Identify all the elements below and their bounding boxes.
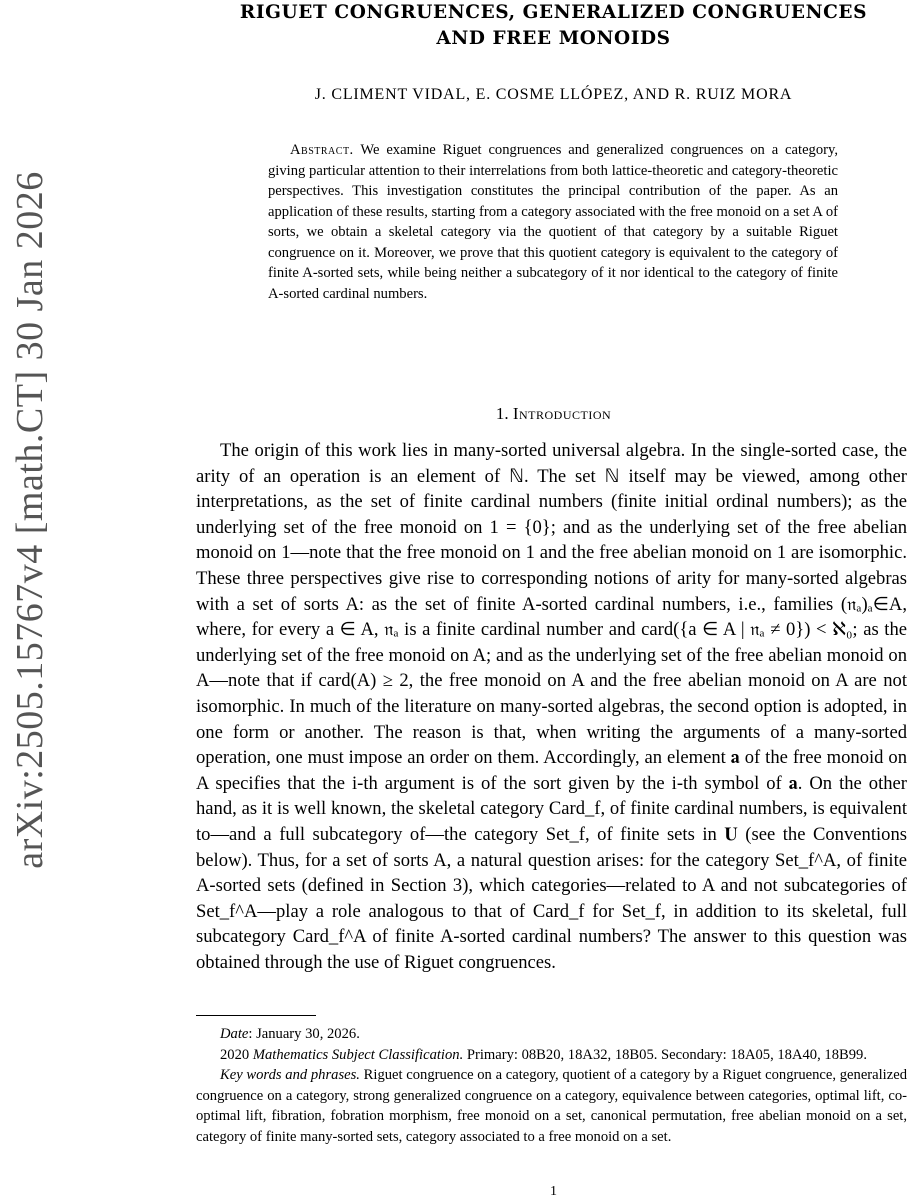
msc-prefix: 2020 <box>220 1046 253 1063</box>
abstract-label: Abstract. <box>290 142 354 158</box>
paper-title <box>200 0 907 52</box>
keywords-label: Key words and phrases. <box>220 1067 360 1083</box>
arxiv-identifier-stamp <box>0 0 60 1040</box>
footnote-rule <box>196 1015 316 1016</box>
footnote-msc <box>196 1045 907 1066</box>
section-name: Introduction <box>512 404 612 423</box>
footnote-date <box>196 1024 907 1045</box>
title-line-2: AND FREE MONOIDS <box>436 28 671 49</box>
introduction-paragraph: The origin of this work lies in many-sorted universal algebra. In the single-sorted case, the arity of an operation is an element of ℕ. The set ℕ itself may be viewed, among other interpretations, as the set of finite cardinal numbers (finite initial ordinal numbers); as the underlying set of the free monoid on 1 = {0}; and as the underlying set of the free abelian monoid on 1—note that the free monoid on 1 and the free abelian monoid on 1 are isomorphic. These three perspectives give rise to corresponding notions of arity for many-sorted algebras with a set of sorts A: as the set of finite A-sorted cardinal numbers, i.e., families (𝔫ₐ)ₐ∈A, where, for every a ∈ A, 𝔫ₐ is a finite cardinal number and card({a ∈ A | 𝔫ₐ ≠ 0}) < ℵ₀; as the underlying set of the free monoid on A; and as the underlying set of the free abelian monoid on A—note that if card(A) ≥ 2, the free monoid on A and the free abelian monoid on A are not isomorphic. In much of the literature on many-sorted algebras, the second option is adopted, in one form or another. The reason is that, when writing the arguments of a many-sorted operation, one must impose an order on them. Accordingly, an element 𝐚 of the free monoid on A specifies that the i-th argument is of the sort given by the i-th symbol of 𝐚. On the other hand, as it is well known, the skeletal category Card_f, of finite cardinal numbers, is equivalent to—and a full subcategory of—the category Set_f, of finite sets in 𝐔 (see the Conventions below). Thus, for a set of sorts A, a natural question arises: for the category Set_f^A, of finite A-sorted sets (defined in Section 3), which categories—related to A and not subcategories of Set_f^A—play a role analogous to that of Card_f for Set_f, in addition to its skeletal, full subcategory Card_f^A of finite A-sorted cardinal numbers? The answer to this question was obtained through the use of Riguet congruences. <box>196 440 907 973</box>
keywords-value: Riguet congruence on a category, quotient of a category by a Riguet congruence, generalized congruence on a category, strong generalized congruence on a category, equivalence between categories, optimal lift, co-optimal lift, fibration, fobration morphism, free monoid on a set, canonical permutation, free abelian monoid on a set, category of finite many-sorted sets, category associated to a free monoid on a set. <box>196 1067 907 1145</box>
date-value: : January 30, 2026. <box>248 1026 360 1042</box>
msc-value: Primary: 08B20, 18A32, 18B05. Secondary: 18A05, 18A40, 18B99. <box>463 1046 867 1063</box>
title-line-1: RIGUET CONGRUENCES, GENERALIZED CONGRUENCES <box>239 2 868 23</box>
abstract-text: We examine Riguet congruences and generalized congruences on a category, giving particular attention to their interrelations from both lattice-theoretic and category-theoretic perspectives. This investigation constitutes the principal contribution of the paper. As an application of these results, starting from a category associated with the free monoid on a set A of sorts, we obtain a skeletal category via the quotient of that category by a suitable Riguet congruence on it. Moreover, we prove that this quotient category is equivalent to the category of finite A-sorted sets, while being neither a subcategory of it nor identical to the category of finite A-sorted cardinal numbers. <box>268 142 838 302</box>
date-label: Date <box>220 1026 249 1042</box>
footnote-keywords <box>196 1065 907 1147</box>
author-list: J. CLIMENT VIDAL, E. COSME LLÓPEZ, AND R. RUIZ MORA <box>314 86 793 103</box>
abstract <box>268 140 838 304</box>
arxiv-identifier: arXiv:2505.15767v4 [math.CT] 30 Jan 2026 <box>9 171 51 869</box>
msc-label: Mathematics Subject Classification. <box>252 1046 464 1063</box>
section-number: 1. <box>495 404 509 423</box>
section-heading <box>200 404 907 424</box>
footnotes <box>196 1024 907 1147</box>
page-number: 1 <box>550 1184 557 1199</box>
